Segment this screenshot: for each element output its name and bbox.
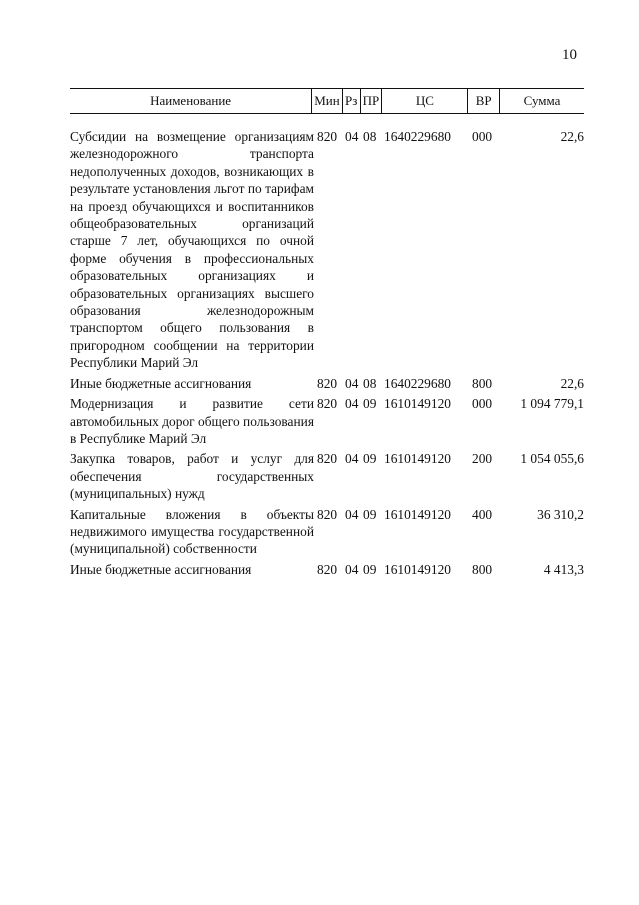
row-cs: 1610149120 <box>384 561 451 577</box>
header-sum: Сумма <box>499 89 584 113</box>
row-pr: 09 <box>363 506 377 522</box>
page-number: 10 <box>562 47 577 63</box>
row-rz: 04 <box>345 396 359 412</box>
row-pr: 09 <box>363 396 377 412</box>
header-name: Наименование <box>150 93 232 108</box>
row-sum: 22,6 <box>560 129 584 144</box>
row-vr: 000 <box>472 129 493 144</box>
row-cs: 1640229680 <box>384 375 451 391</box>
row-cs: 1640229680 <box>384 129 451 144</box>
row-min: 820 <box>317 375 338 391</box>
budget-table <box>70 88 584 581</box>
header-vr: ВР <box>467 89 499 113</box>
header-rz: Рз <box>342 89 360 113</box>
row-rz: 04 <box>345 129 359 144</box>
row-name: Субсидии на возмещение организациям железнодорожного транспорта недополученных доходов, возникающих в результате установления льгот по тарифам на проезд обучающихся и воспитанников общеобразовательных организаций старше 7 лет, обучающихся по очной форме обучения в профессиональных образовательных организациях и образовательных организациях высшего образования железнодорожным транспортом общего пользования в пригородном сообщении на территории Республики Марий Эл <box>70 129 314 371</box>
row-rz: 04 <box>345 561 359 577</box>
row-cs: 1610149120 <box>384 451 451 467</box>
row-sum: 4 413,3 <box>543 561 584 577</box>
row-pr: 09 <box>363 451 377 467</box>
table-row <box>70 450 584 502</box>
header-pr: ПР <box>360 89 382 113</box>
table-row <box>70 128 584 372</box>
row-min: 820 <box>317 396 338 412</box>
row-name: Модернизация и развитие сети автомобильных дорог общего пользования в Республике Марий Эл <box>70 396 314 446</box>
row-rz: 04 <box>345 506 359 522</box>
table-row <box>70 506 584 558</box>
header-cs: ЦС <box>381 89 467 113</box>
table-header <box>70 88 584 114</box>
row-codes <box>314 395 502 412</box>
row-name: Иные бюджетные ассигнования <box>70 375 252 391</box>
row-codes <box>314 506 502 523</box>
row-name: Иные бюджетные ассигнования <box>70 561 252 577</box>
table-body <box>70 128 584 578</box>
row-min: 820 <box>317 129 338 144</box>
row-vr: 800 <box>472 375 493 391</box>
table-row <box>70 561 584 578</box>
row-codes <box>314 561 502 578</box>
row-name: Закупка товаров, работ и услуг для обеспечения государственных (муниципальных) нужд <box>70 451 314 502</box>
table-row <box>70 395 584 447</box>
row-cs: 1610149120 <box>384 396 451 412</box>
row-rz: 04 <box>345 375 359 391</box>
row-sum: 22,6 <box>560 375 584 391</box>
table-row <box>70 375 584 392</box>
row-cs: 1610149120 <box>384 506 451 522</box>
row-vr: 400 <box>472 506 493 522</box>
row-rz: 04 <box>345 451 359 467</box>
row-sum: 1 054 055,6 <box>520 451 584 467</box>
header-min: Мин <box>311 89 342 113</box>
row-name: Капитальные вложения в объекты недвижимого имущества государственной (муниципальной) собственности <box>70 506 314 557</box>
row-vr: 000 <box>472 396 493 412</box>
row-pr: 09 <box>363 561 377 577</box>
row-pr: 08 <box>363 375 377 391</box>
row-codes <box>314 375 502 392</box>
row-codes <box>314 128 502 145</box>
row-vr: 200 <box>472 451 493 467</box>
row-min: 820 <box>317 506 338 522</box>
row-pr: 08 <box>363 129 377 144</box>
row-vr: 800 <box>472 561 493 577</box>
row-min: 820 <box>317 561 338 577</box>
row-sum: 36 310,2 <box>537 506 584 522</box>
row-codes <box>314 450 502 467</box>
row-min: 820 <box>317 451 338 467</box>
row-sum: 1 094 779,1 <box>520 396 584 412</box>
